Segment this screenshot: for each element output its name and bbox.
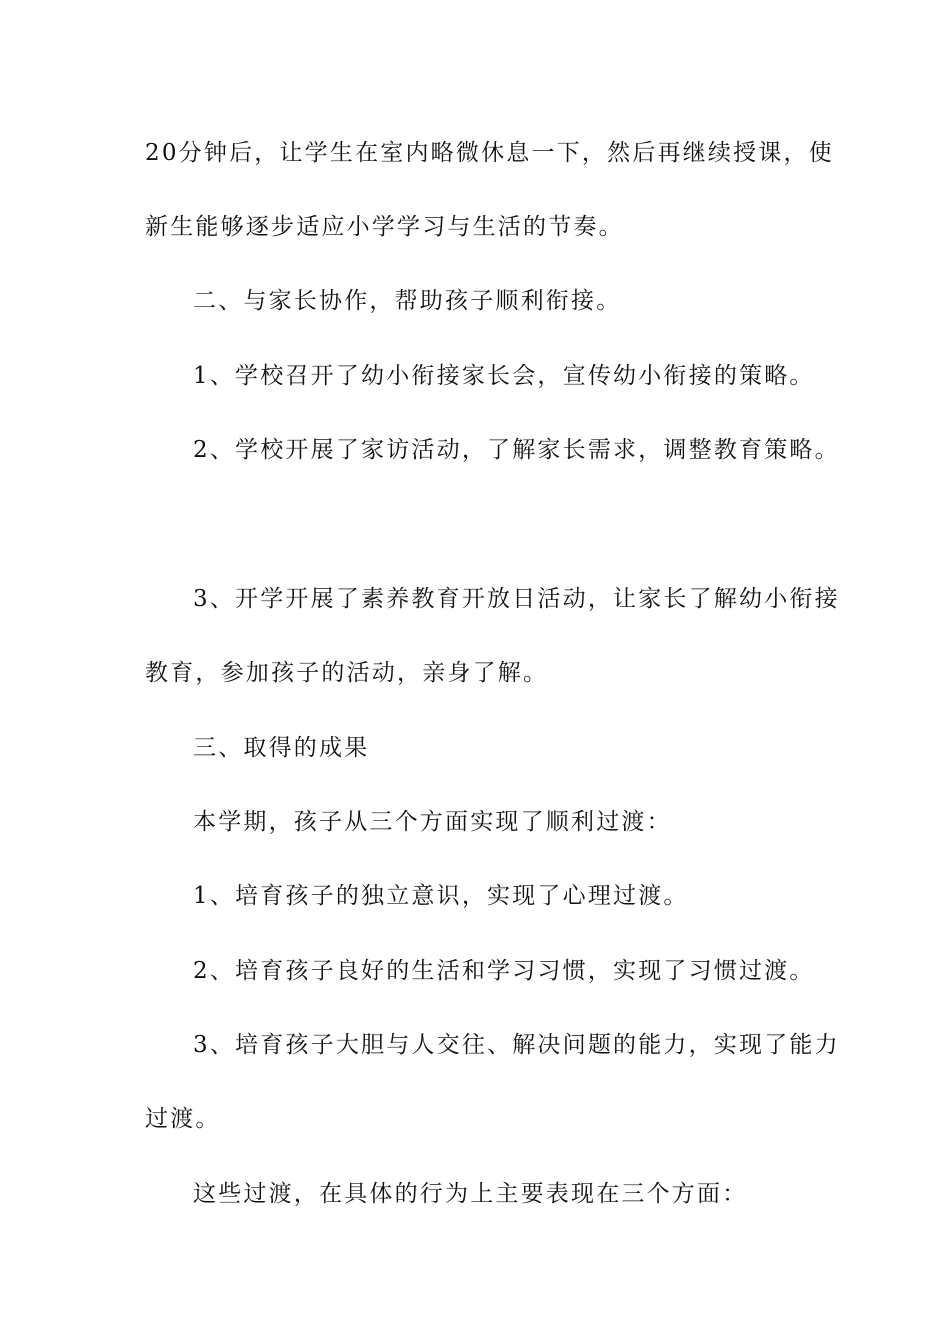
list-item-open-day-cont: 教育，参加孩子的活动，亲身了解。 <box>145 660 549 686</box>
list-item-open-day: 3、开学开展了素养教育开放日活动，让家长了解幼小衔接 <box>193 586 840 612</box>
list-item-habits: 2、培育孩子良好的生活和学习习惯，实现了习惯过渡。 <box>193 958 815 984</box>
list-item-independence: 1、培育孩子的独立意识，实现了心理过渡。 <box>193 883 689 909</box>
list-item-ability-cont: 过渡。 <box>145 1106 221 1132</box>
paragraph-intro: 本学期，孩子从三个方面实现了顺利过渡： <box>193 809 672 835</box>
paragraph-summary: 这些过渡，在具体的行为上主要表现在三个方面： <box>193 1181 748 1207</box>
list-item-ability: 3、培育孩子大胆与人交往、解决问题的能力，实现了能力 <box>193 1032 840 1058</box>
paragraph-line-1: 20分钟后，让学生在室内略微休息一下，然后再继续授课，使 <box>145 140 834 166</box>
section-heading-3: 三、取得的成果 <box>193 735 370 761</box>
section-heading-2: 二、与家长协作，帮助孩子顺利衔接。 <box>193 288 622 314</box>
list-item-home-visit: 2、学校开展了家访活动，了解家长需求，调整教育策略。 <box>193 437 840 463</box>
list-item-parent-meeting: 1、学校召开了幼小衔接家长会，宣传幼小衔接的策略。 <box>193 363 815 389</box>
paragraph-line-2: 新生能够逐步适应小学学习与生活的节奏。 <box>145 214 624 240</box>
